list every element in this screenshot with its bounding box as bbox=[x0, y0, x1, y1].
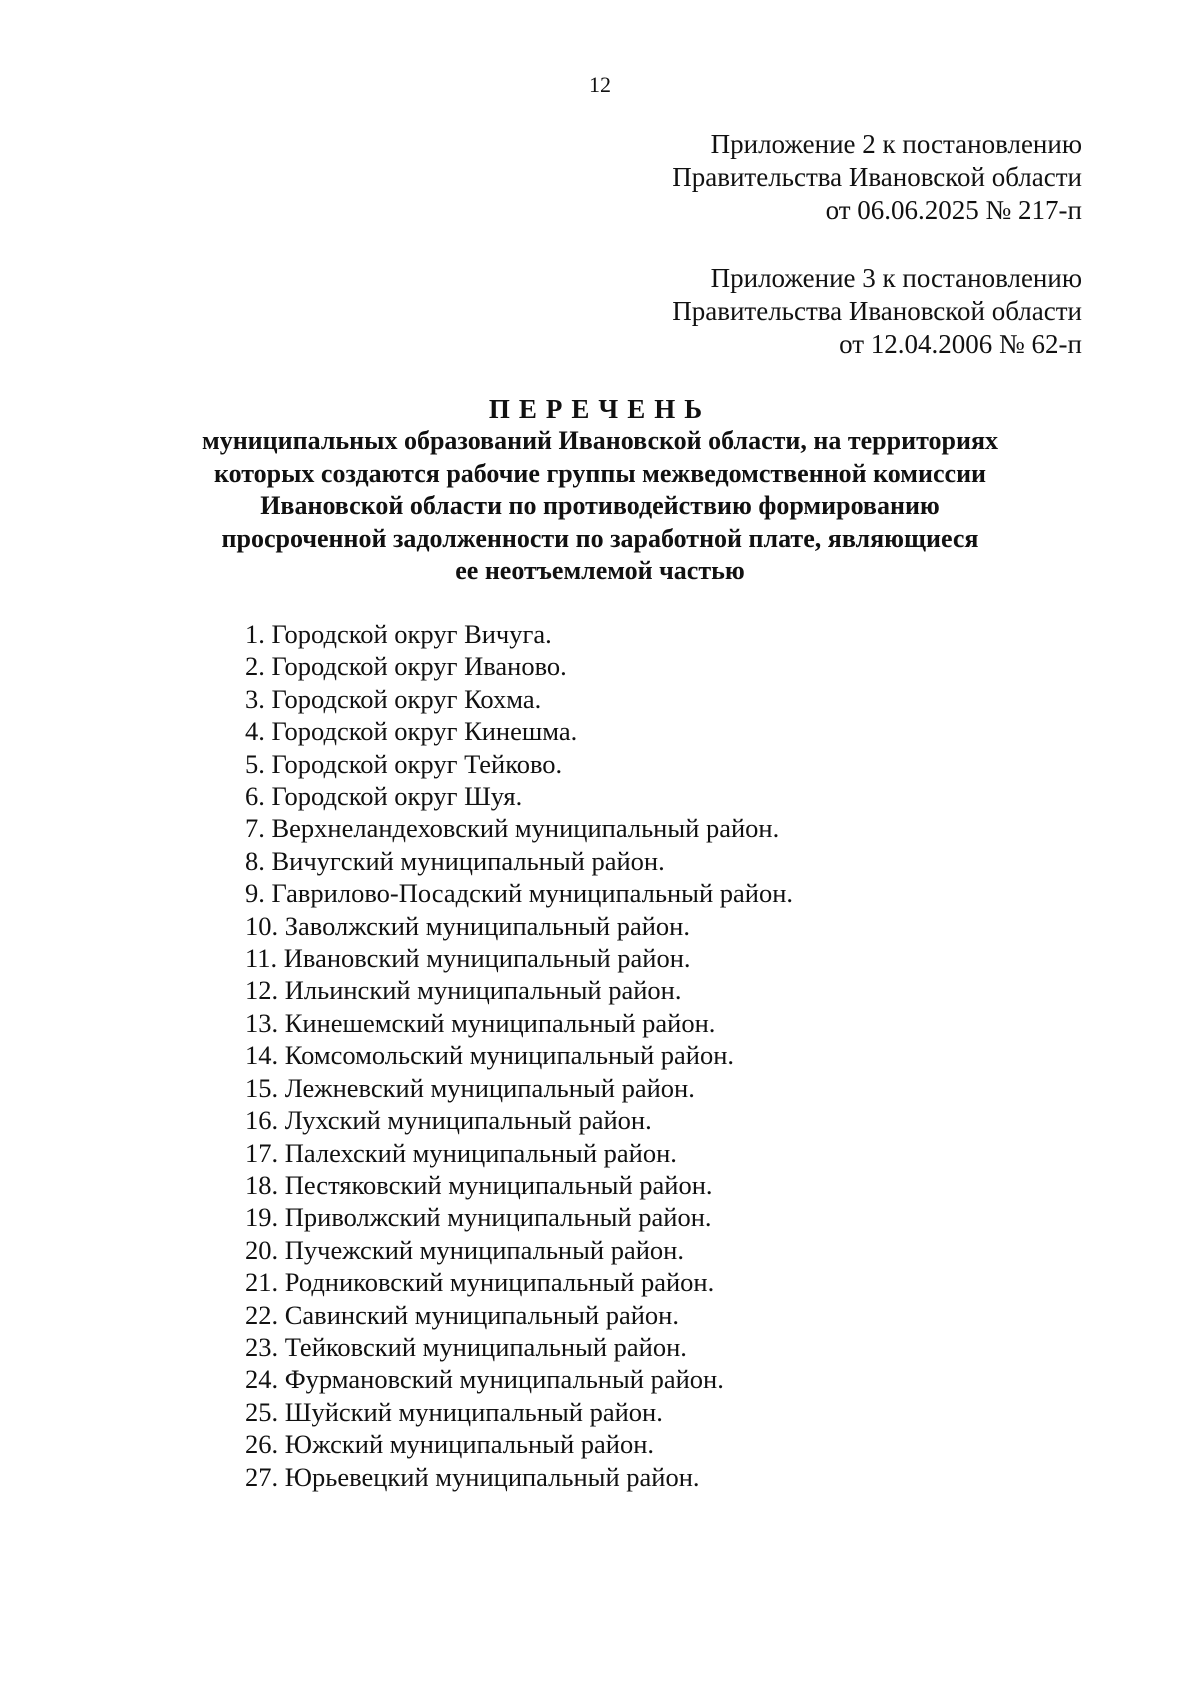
list-item: 19. Приволжский муниципальный район. bbox=[245, 1202, 712, 1233]
list-item: 22. Савинский муниципальный район. bbox=[245, 1299, 679, 1330]
list-item: 5. Городской округ Тейково. bbox=[245, 748, 563, 779]
appendix-line: Приложение 2 к постановлению bbox=[710, 129, 1082, 159]
list-item: 6. Городской округ Шуя. bbox=[245, 781, 523, 812]
list-item: 26. Южский муниципальный район. bbox=[245, 1429, 655, 1460]
list-item: 25. Шуйский муниципальный район. bbox=[245, 1396, 663, 1427]
list-item: 11. Ивановский муниципальный район. bbox=[245, 943, 691, 974]
list-item: 21. Родниковский муниципальный район. bbox=[245, 1267, 715, 1298]
subtitle-line: Ивановской области по противодействию формированию bbox=[260, 491, 940, 520]
list-item: 14. Комсомольский муниципальный район. bbox=[245, 1040, 735, 1071]
list-item: 15. Лежневский муниципальный район. bbox=[245, 1072, 695, 1103]
list-item: 8. Вичугский муниципальный район. bbox=[245, 845, 665, 876]
list-item: 13. Кинешемский муниципальный район. bbox=[245, 1007, 716, 1038]
list-item: 20. Пучежский муниципальный район. bbox=[245, 1234, 684, 1265]
subtitle-line: муниципальных образований Ивановской области, на территориях bbox=[201, 426, 999, 455]
document-subtitle bbox=[150, 425, 1050, 588]
appendix-line: Правительства Ивановской области bbox=[672, 296, 1082, 326]
document-title: ПЕРЕЧЕНЬ bbox=[488, 394, 712, 424]
list-item: 16. Лухский муниципальный район. bbox=[245, 1105, 652, 1136]
list-item: 1. Городской округ Вичуга. bbox=[245, 619, 552, 649]
list-item: 18. Пестяковский муниципальный район. bbox=[245, 1169, 713, 1200]
municipality-list bbox=[245, 618, 793, 1493]
list-item: 17. Палехский муниципальный район. bbox=[245, 1137, 677, 1168]
list-item: 24. Фурмановский муниципальный район. bbox=[245, 1364, 724, 1395]
list-item: 9. Гаврилово-Посадский муниципальный район. bbox=[245, 878, 794, 909]
appendix-note-3 bbox=[672, 262, 1082, 361]
appendix-line: от 12.04.2006 № 62-п bbox=[839, 329, 1082, 359]
appendix-line: Правительства Ивановской области bbox=[672, 162, 1082, 192]
page-number: 12 bbox=[589, 72, 611, 97]
subtitle-line: просроченной задолженности по заработной плате, являющиеся bbox=[221, 523, 979, 553]
list-item: 2. Городской округ Иваново. bbox=[245, 651, 567, 682]
list-item: 7. Верхнеландеховский муниципальный район. bbox=[245, 813, 780, 844]
list-item: 12. Ильинский муниципальный район. bbox=[245, 975, 682, 1006]
appendix-line: от 06.06.2025 № 217-п bbox=[825, 195, 1082, 225]
subtitle-line: ее неотъемлемой частью bbox=[455, 556, 745, 585]
subtitle-line: которых создаются рабочие группы межведомственной комиссии bbox=[213, 458, 987, 488]
appendix-note-2 bbox=[672, 128, 1082, 227]
list-item: 27. Юрьевецкий муниципальный район. bbox=[245, 1461, 700, 1492]
list-item: 10. Заволжский муниципальный район. bbox=[245, 910, 690, 941]
list-item: 4. Городской округ Кинешма. bbox=[245, 716, 578, 747]
list-item: 23. Тейковский муниципальный район. bbox=[245, 1331, 687, 1362]
list-item: 3. Городской округ Кохма. bbox=[245, 683, 542, 714]
appendix-line: Приложение 3 к постановлению bbox=[710, 263, 1082, 293]
